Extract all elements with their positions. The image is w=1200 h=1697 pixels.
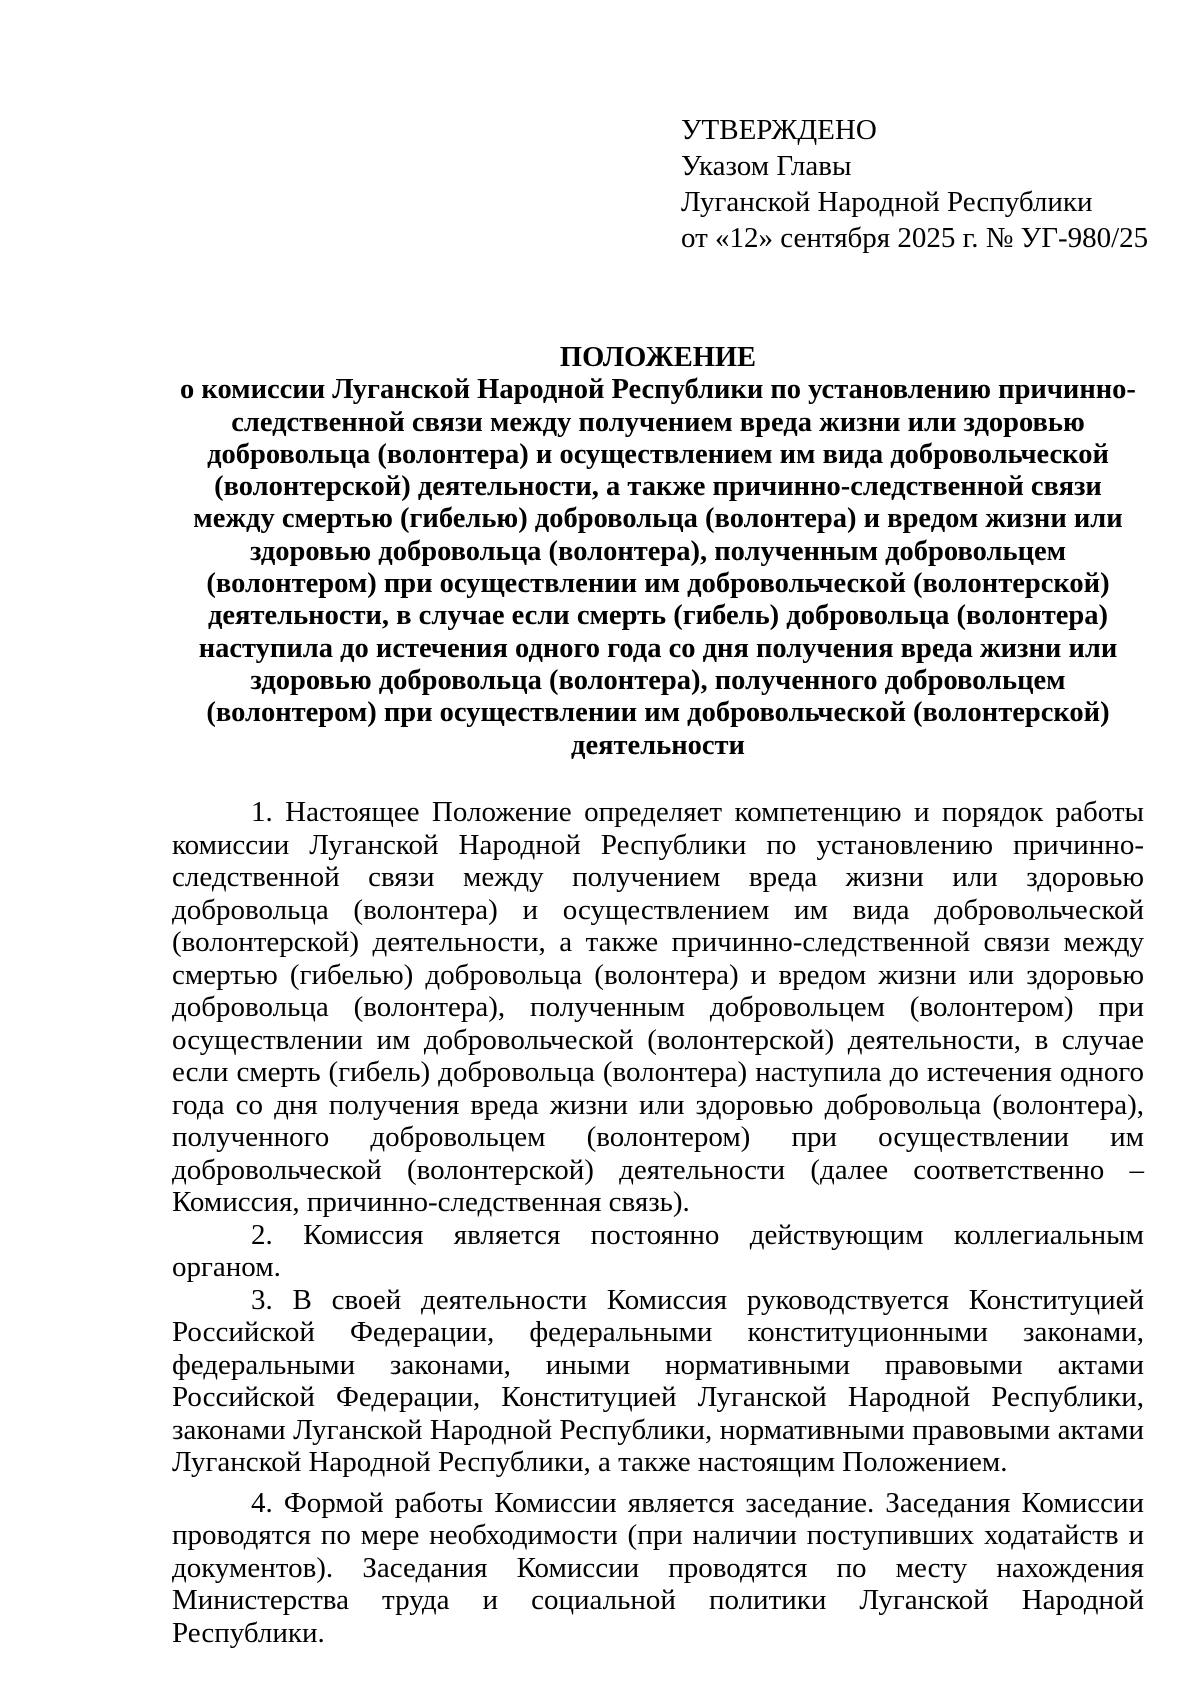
- approval-decree-date: от «12» сентября 2025 г. № УГ-980/25: [681, 222, 1149, 254]
- paragraph-3: 3. В своей деятельности Комиссия руководствуется Конституцией Российской Федерации, федеральными конституционными законами, федеральными законами, иными нормативными правовыми актами Российской Федерации, Конституцией Луганской Народной Республики, законами Луганской Народной Республики, нормативными правовыми актами Луганской Народной Республики, а также настоящим Положением.: [172, 1283, 1144, 1478]
- paragraph-2: 2. Комиссия является постоянно действующим коллегиальным органом.: [172, 1218, 1144, 1283]
- document-title: ПОЛОЖЕНИЕ: [559, 342, 757, 373]
- approval-status: УТВЕРЖДЕНО: [681, 114, 877, 146]
- paragraph-4: 4. Формой работы Комиссии является заседание. Заседания Комиссии проводятся по мере необходимости (при наличии поступивших ходатайств и документов). Заседания Комиссии проводятся по месту нахождения Министерства труда и социальной политики Луганской Народной Республики.: [172, 1486, 1144, 1649]
- approval-authority: Указом Главы: [681, 150, 852, 182]
- document-heading: [172, 342, 1144, 762]
- approval-republic: Луганской Народной Республики: [681, 186, 1093, 218]
- approval-stamp: [681, 112, 1149, 256]
- document-body: [172, 796, 1144, 1649]
- paragraph-1: 1. Настоящее Положение определяет компетенцию и порядок работы комиссии Луганской Народной Республики по установлению причинно-следственной связи между получением вреда жизни или здоровью добровольца (волонтера) и осуществлением им вида добровольческой (волонтерской) деятельности, а также причинно-следственной связи между смертью (гибелью) добровольца (волонтера) и вредом жизни или здоровью добровольца (волонтера), полученным добровольцем (волонтером) при осуществлении им добровольческой (волонтерской) деятельности, в случае если смерть (гибель) добровольца (волонтера) наступила до истечения одного года со дня получения вреда жизни или здоровью добровольца (волонтера), полученного добровольцем (волонтером) при осуществлении им добровольческой (волонтерской) деятельности (далее соответственно – Комиссия, причинно-следственная связь).: [172, 796, 1144, 1218]
- document-subtitle: о комиссии Луганской Народной Республики по установлению причинно-следственной связи между получением вреда жизни или здоровью добровольца (волонтера) и осуществлением им вида добровольческой (волонтерской) деятельности, а также причинно-следственной связи между смертью (гибелью) добровольца (волонтера) и вредом жизни или здоровью добровольца (волонтера), полученным добровольцем (волонтером) при осуществлении им добровольческой (волонтерской) деятельности, в случае если смерть (гибель) добровольца (волонтера) наступила до истечения одного года со дня получения вреда жизни или здоровью добровольца (волонтера), полученного добровольцем (волонтером) при осуществлении им добровольческой (волонтерской) деятельности: [180, 374, 1136, 761]
